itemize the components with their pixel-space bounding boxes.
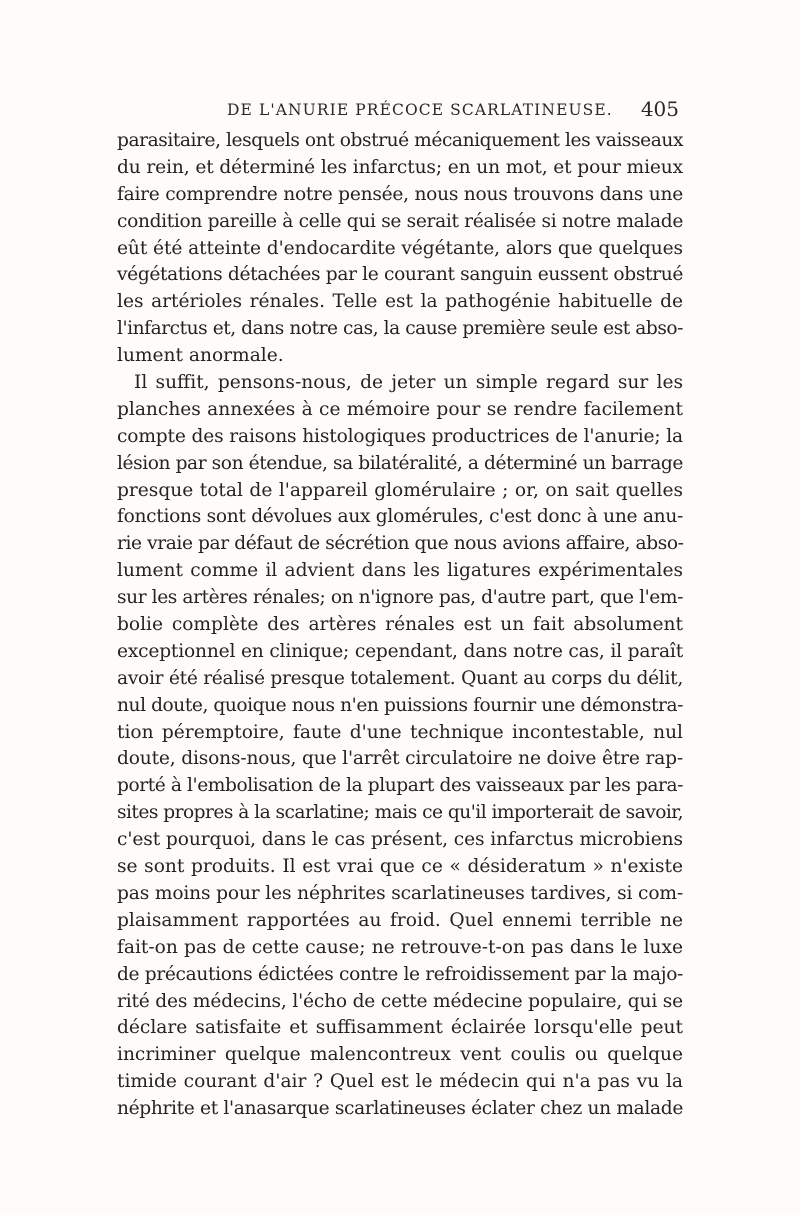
text-line: végétations détachées par le courant sanguin eussent obstrué (117, 264, 683, 286)
page-header (115, 97, 681, 125)
text-line: presque total de l'appareil glomérulaire ; or, on sait quelles (117, 479, 683, 501)
text-line: les artérioles rénales. Telle est la pathogénie habituelle de (117, 291, 683, 313)
text-line: l'infarctus et, dans notre cas, la cause première seule est abso- (117, 318, 683, 340)
text-line: pas moins pour les néphrites scarlatineuses tardives, si com- (117, 882, 683, 904)
text-line: avoir été réalisé presque totalement. Quant au corps du délit, (117, 667, 683, 689)
text-line: lésion par son étendue, sa bilatéralité, a déterminé un barrage (117, 452, 683, 474)
text-line: sur les artères rénales; on n'ignore pas, d'autre part, que l'em- (117, 587, 683, 609)
body-text (117, 128, 683, 1123)
text-line: tion péremptoire, faute d'une technique incontestable, nul (117, 721, 683, 743)
text-line: compte des raisons histologiques productrices de l'anurie; la (117, 425, 683, 447)
text-line: fonctions sont dévolues aux glomérules, c'est donc à une anu- (117, 506, 683, 528)
page-number: 405 (640, 97, 679, 121)
text-line: du rein, et déterminé les infarctus; en un mot, et pour mieux (117, 156, 683, 178)
text-line: bolie complète des artères rénales est un fait absolument (117, 614, 683, 636)
text-line: néphrite et l'anasarque scarlatineuses éclater chez un malade (117, 1098, 683, 1120)
text-line: rité des médecins, l'écho de cette médecine populaire, qui se (117, 990, 683, 1012)
running-title: DE L'ANURIE PRÉCOCE SCARLATINEUSE. (227, 101, 613, 119)
text-line: lument anormale. (117, 345, 284, 367)
text-line: doute, disons-nous, que l'arrêt circulatoire ne doive être rap- (117, 748, 683, 770)
text-line: faire comprendre notre pensée, nous nous trouvons dans une (117, 183, 683, 205)
text-line: lument comme il advient dans les ligatures expérimentales (117, 560, 683, 582)
text-line: déclare satisfaite et suffisamment éclairée lorsqu'elle peut (117, 1017, 683, 1039)
text-line: incriminer quelque malencontreux vent coulis ou quelque (117, 1044, 683, 1066)
text-line: Il suffit, pensons-nous, de jeter un simple regard sur les (134, 372, 683, 394)
text-line: de précautions édictées contre le refroidissement par la majo- (117, 963, 683, 985)
text-line: se sont produits. Il est vrai que ce « désideratum » n'existe (117, 856, 683, 878)
text-line: timide courant d'air ? Quel est le médecin qui n'a pas vu la (117, 1071, 683, 1093)
text-line: condition pareille à celle qui se serait réalisée si notre malade (117, 210, 683, 232)
text-line: sites propres à la scarlatine; mais ce qu'il importerait de savoir, (117, 802, 683, 824)
text-line: plaisamment rapportées au froid. Quel ennemi terrible ne (117, 909, 683, 931)
text-line: parasitaire, lesquels ont obstrué mécaniquement les vaisseaux (117, 130, 683, 151)
text-line: nul doute, quoique nous n'en puissions fournir une démonstra- (117, 694, 683, 716)
text-line: exceptionnel en clinique; cependant, dans notre cas, il paraît (117, 640, 683, 662)
text-line: rie vraie par défaut de sécrétion que nous avions affaire, abso- (117, 533, 684, 555)
text-line: c'est pourquoi, dans le cas présent, ces infarctus microbiens (117, 829, 683, 851)
text-line: planches annexées à ce mémoire pour se rendre facilement (117, 398, 683, 420)
text-line: fait-on pas de cette cause; ne retrouve-t-on pas dans le luxe (117, 936, 683, 958)
text-line: porté à l'embolisation de la plupart des vaisseaux par les para- (117, 775, 683, 797)
text-line: eût été atteinte d'endocardite végétante, alors que quelques (117, 237, 683, 259)
